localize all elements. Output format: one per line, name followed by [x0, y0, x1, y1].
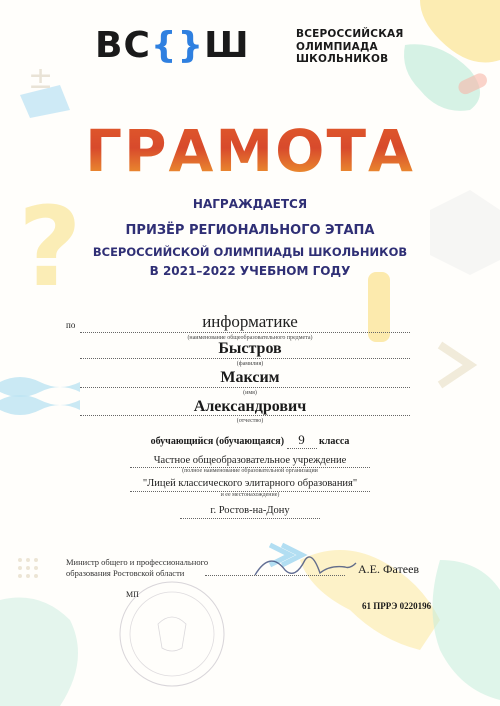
serial-number: 61 ПРРЭ 0220196 — [362, 601, 432, 611]
patronymic-value: Александрович — [193, 398, 307, 415]
awarded-label: НАГРАЖДАЕТСЯ — [192, 197, 308, 211]
logo-text-line-3: ШКОЛЬНИКОВ — [296, 53, 389, 65]
logo-mark-part-1: ВС — [95, 25, 151, 66]
name-caption: (имя) — [243, 390, 257, 396]
subject-value: информатике — [202, 312, 298, 331]
school-type: Частное общеобразовательное учреждение — [153, 455, 347, 466]
subject-prefix: по — [66, 320, 76, 330]
signatory-position-line-1: Министр общего и профессионального — [66, 557, 209, 567]
school-caption: (полное наименование образовательной организации — [182, 468, 318, 474]
logo-text-line-1: ВСЕРОССИЙСКАЯ — [296, 28, 404, 40]
olympiad-label: ВСЕРОССИЙСКОЙ ОЛИМПИАДЫ ШКОЛЬНИКОВ — [92, 245, 408, 259]
city-line — [180, 518, 320, 519]
subject-caption: (наименование общеобразовательного предмета) — [187, 335, 313, 341]
handwritten-signature — [250, 545, 360, 585]
grade-value: 9 — [287, 432, 317, 449]
place-label: ПРИЗЁР РЕГИОНАЛЬНОГО ЭТАПА — [125, 223, 375, 238]
surname-caption: (фамилия) — [236, 361, 264, 367]
signatory-name: А.Е. Фатеев — [358, 562, 420, 576]
stamp-label: МП — [126, 590, 139, 599]
deco-question-mark-left: ? — [18, 183, 82, 311]
student-grade-row — [0, 432, 500, 449]
name-value: Максим — [220, 369, 280, 386]
location-caption: и ее местонахождение) — [220, 492, 280, 498]
patronymic-caption: (отчество) — [236, 418, 264, 424]
deco-plus-minus-glyph: ± — [28, 61, 54, 96]
city: г. Ростов-на-Дону — [210, 505, 290, 516]
name-line — [80, 387, 410, 388]
deco-teal-blob-bottom-left — [0, 598, 78, 706]
surname-value: Быстров — [218, 340, 282, 357]
logo-mark-brace: {} — [150, 25, 205, 66]
signatory-position-line-2: образования Ростовской области — [66, 568, 185, 578]
surname-line — [80, 358, 410, 359]
logo-mark-part-3: Ш — [204, 25, 250, 66]
certificate-title: ГРАМОТА — [0, 120, 500, 182]
olympiad-logo-mark — [95, 26, 250, 66]
year-label: В 2021–2022 УЧЕБНОМ ГОДУ — [149, 264, 351, 278]
subject-line — [80, 332, 410, 333]
grade-suffix: класса — [319, 436, 350, 447]
olympiad-logo-text — [296, 28, 404, 66]
logo-text-line-2: ОЛИМПИАДА — [296, 40, 378, 53]
school-name: "Лицей классического элитарного образования" — [142, 478, 358, 489]
deco-dots-bottom-left — [18, 558, 38, 578]
deco-teal-blob-bottom-right — [433, 560, 500, 700]
student-prefix: обучающийся (обучающаяся) — [150, 436, 285, 447]
